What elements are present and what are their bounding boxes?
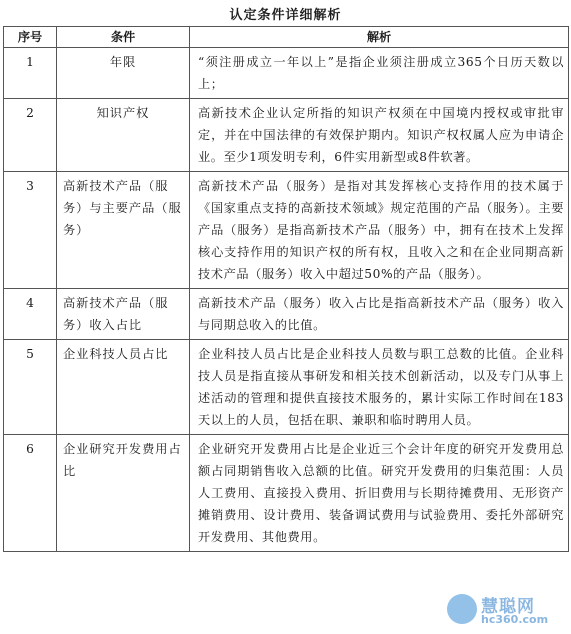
watermark <box>447 590 565 630</box>
row-number: 3 <box>4 172 57 289</box>
row-analysis: 高新技术产品（服务）收入占比是指高新技术产品（服务）收入与同期总收入的比值。 <box>190 289 569 340</box>
table-header-row <box>4 27 569 48</box>
table-row <box>4 48 569 99</box>
watermark-url: hc360.com <box>481 613 549 626</box>
watermark-logo-icon <box>447 594 477 624</box>
row-condition: 企业科技人员占比 <box>57 340 190 435</box>
conditions-table <box>3 26 569 552</box>
row-condition: 高新技术产品（服务）与主要产品（服务） <box>57 172 190 289</box>
row-number: 6 <box>4 435 57 552</box>
table-row <box>4 340 569 435</box>
row-condition: 高新技术产品（服务）收入占比 <box>57 289 190 340</box>
column-header-condition: 条件 <box>57 27 190 48</box>
row-number: 2 <box>4 99 57 172</box>
row-number: 1 <box>4 48 57 99</box>
document-title: 认定条件详细解析 <box>229 8 342 23</box>
column-header-number: 序号 <box>4 27 57 48</box>
row-analysis: “须注册成立一年以上”是指企业须注册成立365个日历天数以上； <box>190 48 569 99</box>
table-row <box>4 172 569 289</box>
row-condition: 知识产权 <box>57 99 190 172</box>
row-analysis: 企业科技人员占比是企业科技人员数与职工总数的比值。企业科技人员是指直接从事研发和相关技术创新活动，以及专门从事上述活动的管理和提供直接技术服务的，累计实际工作时间在183天以上的人员，包括在职、兼职和临时聘用人员。 <box>190 340 569 435</box>
table-row <box>4 435 569 552</box>
row-analysis: 高新技术企业认定所指的知识产权须在中国境内授权或审批审定，并在中国法律的有效保护期内。知识产权权属人应为申请企业。至少1项发明专利，6件实用新型或8件软著。 <box>190 99 569 172</box>
row-number: 4 <box>4 289 57 340</box>
row-number: 5 <box>4 340 57 435</box>
watermark-name: 慧聪网 <box>481 597 535 617</box>
table-row <box>4 99 569 172</box>
row-condition: 年限 <box>57 48 190 99</box>
row-analysis: 企业研究开发费用占比是企业近三个会计年度的研究开发费用总额占同期销售收入总额的比值。研究开发费用的归集范围：人员人工费用、直接投入费用、折旧费用与长期待摊费用、无形资产摊销费用、设计费用、装备调试费用与试验费用、委托外部研究开发费用、其他费用。 <box>190 435 569 552</box>
row-analysis: 高新技术产品（服务）是指对其发挥核心支持作用的技术属于《国家重点支持的高新技术领域》规定范围的产品（服务）。主要产品（服务）是指高新技术产品（服务）中，拥有在技术上发挥核心支持作用的知识产权的所有权，且收入之和在企业同期高新技术产品（服务）收入中超过50%的产品（服务）。 <box>190 172 569 289</box>
column-header-analysis: 解析 <box>190 27 569 48</box>
row-condition: 企业研究开发费用占比 <box>57 435 190 552</box>
table-row <box>4 289 569 340</box>
